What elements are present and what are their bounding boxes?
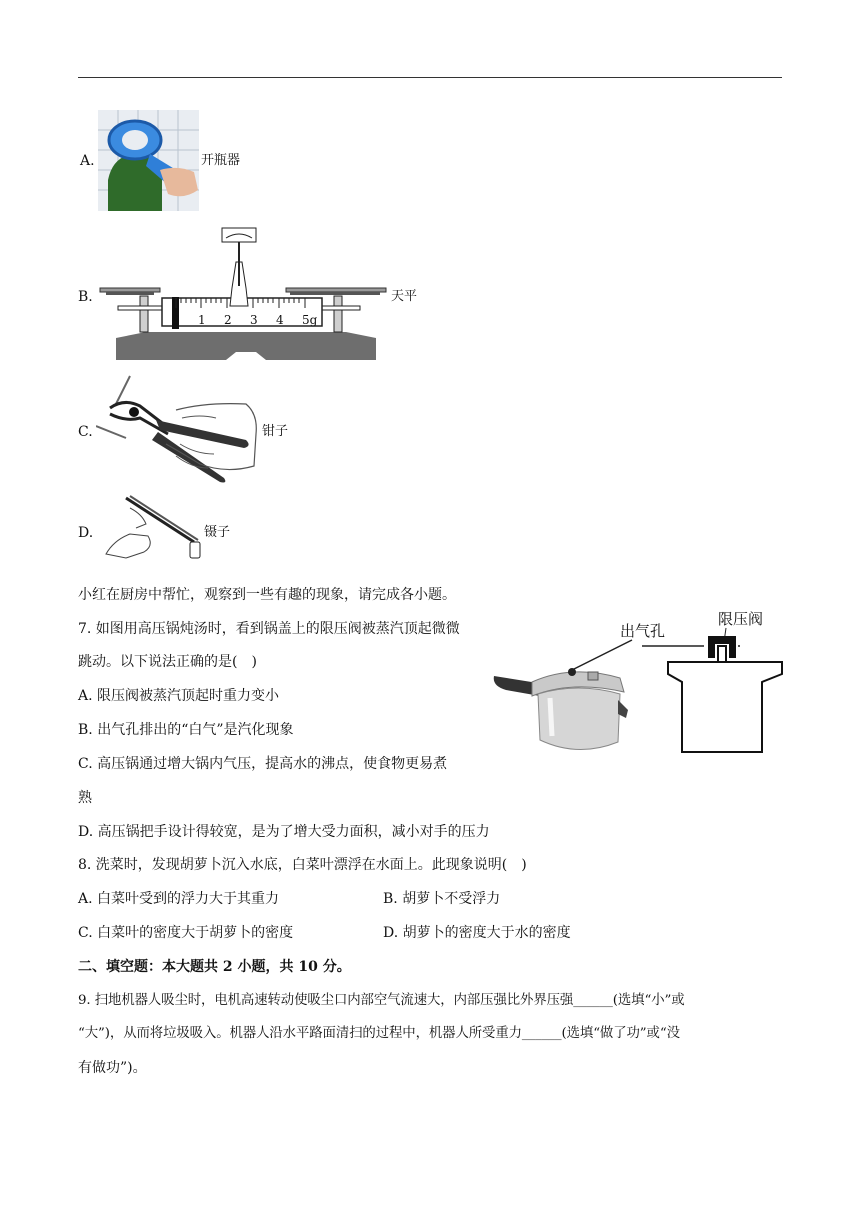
pressure-cooker-figure [492,606,784,758]
balance-scale-icon [96,226,392,364]
intro-text: 小红在厨房中帮忙，观察到一些有趣的现象，请完成各小题。 [78,587,456,603]
option-c-label: 钳子 [262,424,289,439]
q8-stem: 8. 洗菜时，发现胡萝卜沉入水底，白菜叶漂浮在水面上。此现象说明( ) [78,857,527,873]
q7-option-b: B. 出气孔排出的“白气”是汽化现象 [78,722,294,738]
q9-line1: 9. 扫地机器人吸尘时，电机高速转动使吸尘口内部空气流速大，内部压强比外界压强______(选填“小”或 [78,993,685,1008]
q7-option-c-line1: C. 高压锅通过增大锅内气压，提高水的沸点，使食物更易煮 [78,756,448,772]
scale-tick-2: 2 [224,313,232,327]
pliers-icon [96,374,260,486]
option-d-label: 镊子 [204,525,231,540]
scale-tick-1: 1 [198,313,206,327]
pressure-valve-label: 限压阀 [718,610,764,628]
q9-line2: “大”)，从而将垃圾吸入。机器人沿水平路面清扫的过程中，机器人所受重力______(选填“做了功”或“没 [78,1026,680,1041]
q7-stem-line2: 跳动。以下说法正确的是( ) [78,654,257,670]
q7-option-c-line2: 熟 [78,790,92,806]
q9-line3: 有做功”)。 [78,1060,147,1076]
q7-option-a: A. 限压阀被蒸汽顶起时重力变小 [78,688,280,704]
section-2-heading: 二、填空题：本大题共 2 小题，共 10 分。 [78,959,351,975]
q8-option-c: C. 白菜叶的密度大于胡萝卜的密度 [78,925,294,941]
option-a-label: 开瓶器 [201,153,241,168]
scale-tick-3: 3 [250,313,258,327]
scale-tick-4: 4 [276,313,284,327]
tweezers-icon [96,494,204,564]
q8-option-b: B. 胡萝卜不受浮力 [383,891,501,907]
vent-hole-label: 出气孔 [620,622,666,640]
q7-option-d: D. 高压锅把手设计得较宽，是为了增大受力面积，减小对手的压力 [78,824,490,840]
bottle-opener-icon [98,110,199,211]
q7-stem-line1: 7. 如图用高压锅炖汤时，看到锅盖上的限压阀被蒸汽顶起微微 [78,621,460,637]
option-b-letter: B. [78,289,93,305]
header-rule [78,77,782,78]
option-c-letter: C. [78,424,93,440]
option-d-letter: D. [78,525,94,541]
q8-option-d: D. 胡萝卜的密度大于水的密度 [383,925,571,941]
option-b-label: 天平 [391,289,418,304]
scale-tick-0: 0 [172,313,180,327]
q8-option-a: A. 白菜叶受到的浮力大于其重力 [78,891,280,907]
option-a-letter: A. [80,153,95,169]
scale-tick-5g: 5g [302,313,318,327]
